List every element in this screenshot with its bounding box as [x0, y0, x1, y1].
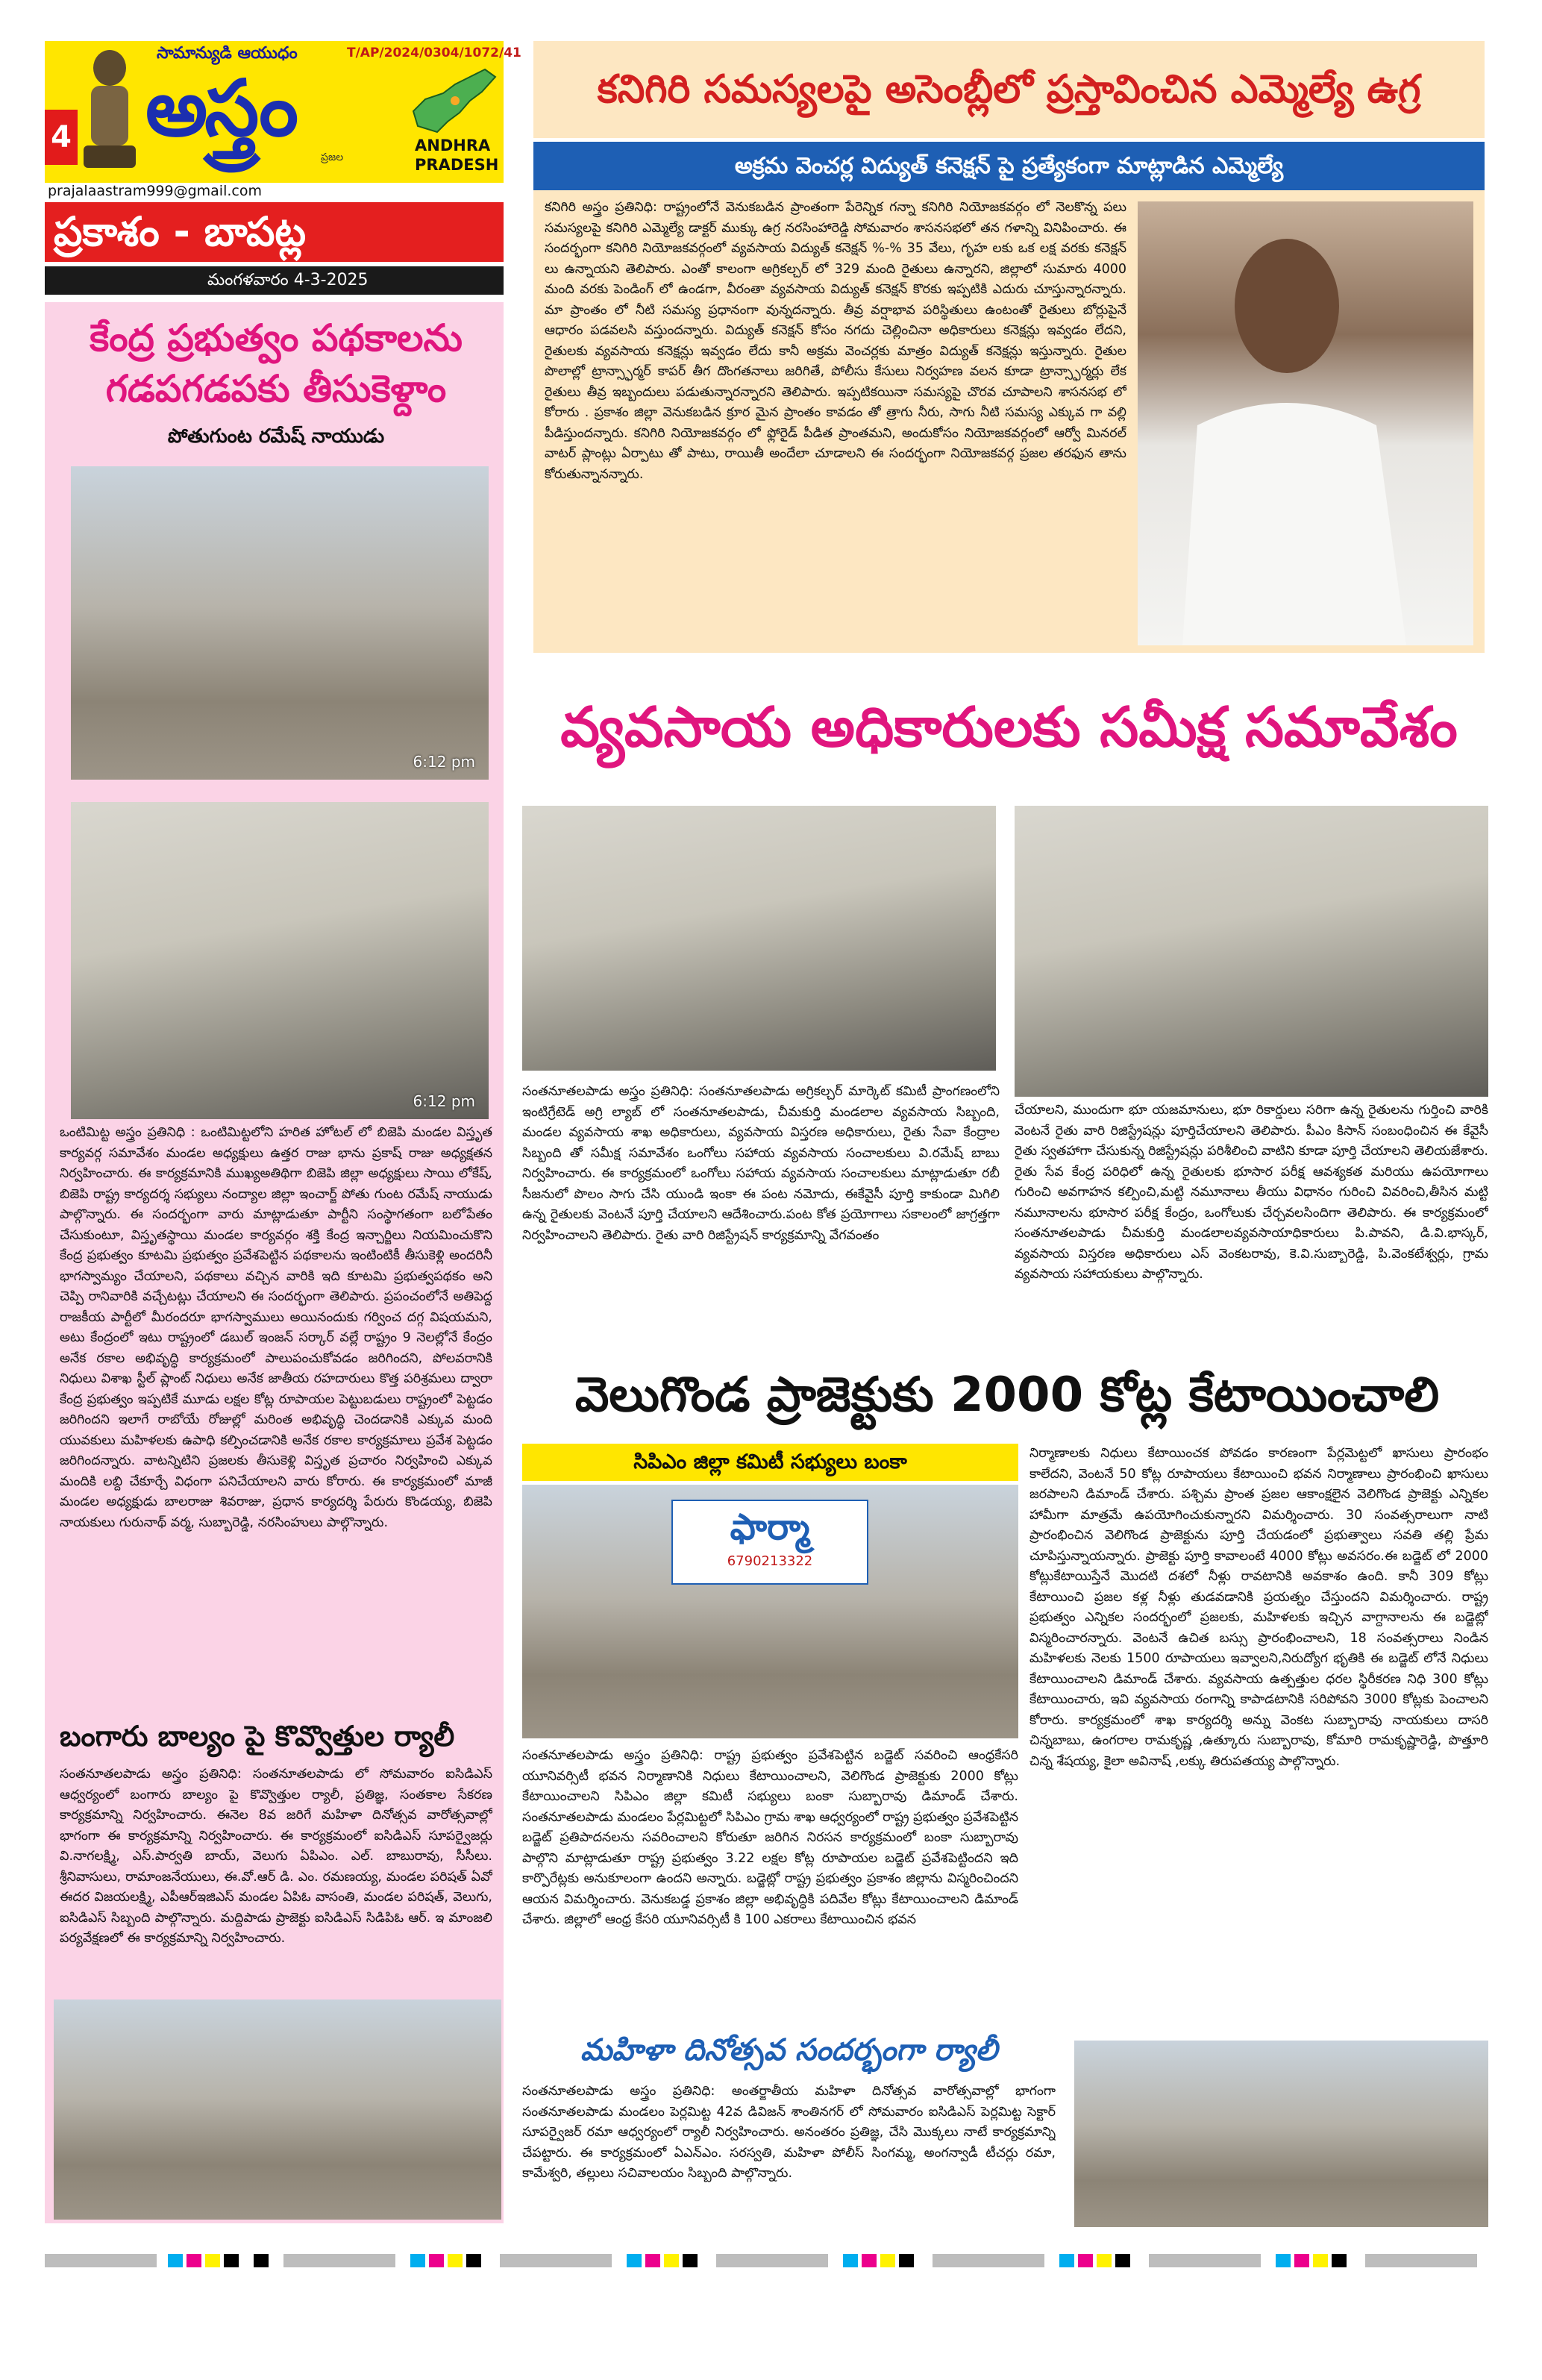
left-headline-2: గడపగడపకు తీసుకెళ్దాం — [105, 367, 447, 410]
review-meeting-photo-1 — [522, 806, 996, 1071]
left-headline-1: కేంద్ర ప్రభుత్వం పథకాలను — [90, 316, 463, 360]
left-story2-body: సంతనూతలపాడు అస్త్రం ప్రతినిధి: సంతనూతలపాడు లో సోమవారం ఐసిడిఎస్ ఆధ్వర్యంలో బంగారు బాల్యం పై కొవ్వొత్తుల ర్యాలీ, ప్రతిజ్ఞ, సంతకాల సేకరణ కార్యక్రమాన్ని నిర్వహించారు. ఈనెల 8వ జరిగే మహిళా దినోత్సవ వారోత్సవాల్లో భాగంగా ఈ కార్యక్రమాన్ని నిర్వహించారు. ఈ కార్యక్రమంలో ఐసిడిఎస్ సూపర్వైజర్లు వి.నాగలక్ష్మి, ఎస్.పార్వతి బాయ్, వెలుగు ఏపిఎం. ఎల్. బాబురావు, సీసీలు. శ్రీనివాసులు, రామాంజనేయులు, ఈ.వో.ఆర్ డి. ఎం. రమణయ్య, మండల పరిషత్ ఏవో ఈదర విజయలక్ష్మి, ఎపీఆర్ఇజిఎస్ మండల ఏపిఓ వాసంతి, మండల పరిషత్, వెలుగు, ఐసిడిఎస్ సిబ్బంది పాల్గొన్నారు. మద్దిపాడు ప్రాజెక్టు ఐసిడిఎస్ సిడిపిఓ ఆర్. ఇ మాంజలి పర్యవేక్షణలో ఈ కార్యక్రమాన్ని నిర్వహించారు. — [60, 1767, 492, 1946]
story3-tag: సిపిఎం జిల్లా కమిటీ సభ్యులు బంకా — [522, 1444, 1018, 1481]
issue-date: మంగళవారం 4-3-2025 — [207, 271, 369, 289]
story1-subhead: అక్రమ వెంచర్ల విద్యుత్ కనెక్షన్ పై ప్రత్యేకంగా మాట్లాడిన ఎమ్మెల్యే — [734, 153, 1284, 179]
story2-body-right: చేయాలని, ముందుగా భూ యజమానులు, భూ రికార్డులు సరిగా ఉన్న రైతులను గుర్తించి వారికి వెంటనే రైతు వారి రిజిస్ట్రేషన్లు పూర్తిచేయాలని తెలిపారు. పీఎం కిసాన్ సంబంధించిన ఈ కేవైసీ రైతు స్వతహాగా చేసుకున్న రిజిస్ట్రేషన్లు పరిశీలించి వాటిని కూడా పూర్తి చేయాలని తెలియజేశారు. రైతు సేవ కేంద్ర పరిధిలో ఉన్న రైతులకు భూసార పరీక్ష ఆవశ్యకత మరియు ఉపయోగాలు గురించి అవగాహన కల్పించి,మట్టి నమూనాలు తీయు విధానం గురించి వివరించి,తీసిన మట్టి నమూనాలను భూసార పరీక్ష కేంద్రం, ఒంగోలుకు చేర్చవలసిందిగా తెలిపారు. ఈ కార్యక్రమంలో సంతనూతలపాడు చీమకుర్తి మండలాలవ్యవసాయాధికారులు పి.పావని, డి.వి.భాస్కర్, వ్యవసాయ విస్తరణ అధికారులు ఎస్ వెంకటరావు, కె.వి.సుబ్బారెడ్డి, పి.వెంకటేశ్వర్లు, గ్రామ వ్యవసాయ సహాయకులు పాల్గొన్నారు. — [1015, 1103, 1488, 1282]
candle-rally-photo — [54, 1999, 501, 2220]
photo-timestamp-2: 6:12 pm — [413, 1092, 475, 1110]
logo-sub: ప్రజల — [321, 151, 344, 163]
left-story-body: ఒంటిమిట్ట అస్త్రం ప్రతినిధి : ఒంటిమిట్టలోని హరిత హోటల్ లో బిజెపి మండల విస్తృత కార్యవర్గ సమావేశం మండల అధ్యక్షులు ఉత్తర రాజు భాను ప్రకాష్ రాజు అధ్యక్షతన నిర్వహించారు. ఈ కార్యక్రమానికి ముఖ్యఅతిథిగా బిజెపి జిల్లా అధ్యక్షులు సాయి లోకేష్, బిజెపి రాష్ట్ర కార్యదర్శ సభ్యులు నంద్యాల జిల్లా ఇంచార్జ్ పోతు గుంట రమేష్ నాయుడు పాల్గొన్నారు. ఈ సందర్భంగా వారు మాట్లాడుతూ పార్టీని సంస్థాగతంగా బలోపేతం చేసుకుంటూ, విస్తృతస్థాయి మండల కార్యవర్గం శక్తి కేంద్ర ఇన్చార్జిలు నియమించుకొని కేంద్ర ప్రభుత్వం కూటమి ప్రభుత్వం ప్రవేశపెట్టిన పథకాలను ఇంటింటికీ తీసుకెళ్లి అందరినీ భాగస్వామ్యం చేయాలని, పథకాలు వచ్చిన వారికి ఇది కూటమి ప్రభుత్వపథకం అని చెప్పి రానివారికి వచ్చేటట్లు చేయాలని ఈ సందర్భంగా తెలిపారు. ప్రపంచంలోనే అతిపెద్ద రాజకీయ పార్టీలో మీరందరూ భాగస్వాములు అయినందుకు గర్వించ దగ్గ విషయమని, అటు కేంద్రంలో ఇటు రాష్ట్రంలో డబుల్ ఇంజన్ సర్కార్ వల్లే రాష్ట్రం 9 నెలల్లోనే కేంద్రం అనేక రకాల అభివృద్ధి కార్యక్రమంలో పాలుపంచుకోవడం జరిగిందని, పోలవరానికి నిధులు విశాఖ స్టీల్ ప్లాంట్ నిధులు అనేక జాతీయ రహదారులు కొత్త పరిశ్రమలు ద్వారా కేంద్ర ప్రభుత్వం ఇప్పటికే మూడు లక్షల కోట్ల రూపాయల పెట్టుబడులు రాష్ట్రంలో పెట్టడం జరిగిందని ఇలాగే రాబోయే రోజుల్లో మరింత అభివృద్ధి చెందడానికి ఎక్కువ మంది యువకులు మహిళలకు ఉపాధి కల్పించడానికి అనేక రకాల కార్యక్రమాలు ప్రవేశ పెట్టడం జరిగిందన్నారు. వాటన్నిటిని ప్రజలకు తీసుకెళ్లి విస్తృత ప్రచారం నిర్వహించి ఎక్కువ మందికి లబ్ది చేకూర్చే విధంగా పనిచేయాలని వారు కోరారు. ఈ కార్యక్రమంలో మాజీ మండల అధ్యక్షుడు బాలరాజు శివరాజు, ప్రధాన కార్యదర్శి పేరురు కొండయ్య, బిజెపి నాయకులు గురునాథ్ వర్మ, సుబ్బారెడ్డి, నరసింహులు పాల్గొన్నారు. — [60, 1125, 492, 1530]
story3-body-left: సంతనూతలపాడు అస్త్రం ప్రతినిధి: రాష్ట్ర ప్రభుత్వం ప్రవేశపెట్టిన బడ్జెట్ సవరించి ఆంధ్రకేసరి యూనివర్సిటీ భవన నిర్మాణానికి నిధులు కేటాయించాలని, వెలిగొండ ప్రాజెక్టుకు 2000 కోట్లు కేటాయించాలని సిపిఎం జిల్లా కమిటీ సభ్యులు బంకా సుబ్బారావు డిమాండ్ చేశారు. సంతనూతలపాడు మండలం పేర్లమిట్టలో సిపిఎం గ్రామ శాఖ ఆధ్వర్యంలో రాష్ట్ర ప్రభుత్వం ప్రవేశపెట్టిన బడ్జెట్ ప్రతిపాదనలను సవరించాలని కోరుతూ జరిగిన నిరసన కార్యక్రమంలో బంకా సుబ్బారావు పాల్గొని మాట్లాడుతూ రాష్ట్ర ప్రభుత్వం 3.22 లక్షల కోట్ల రూపాయల బడ్జెట్ ప్రవేశపెట్టిందని ఇది కార్పొరేట్లకు అనుకూలంగా ఉందని అన్నారు. బడ్జెట్లో రాష్ట్ర ప్రభుత్వం ప్రకాశం జిల్లాను విస్మరించిందని ఆయన విమర్శించారు. వెనుకబడ్డ ప్రకాశం జిల్లా అభివృద్ధికి పదివేల కోట్లు కేటాయించాలని డిమాండ్ చేశారు. జిల్లాలో ఆంధ్ర కేసరి యూనివర్సిటీ కి 100 ఎకరాలు కేటాయించిన భవన — [522, 1748, 1018, 1927]
masthead-logo: అస్త్రం — [145, 63, 295, 154]
story2-headline: వ్యవసాయ అధికారులకు సమీక్ష సమావేశం — [560, 695, 1458, 760]
andhra-map-icon — [410, 66, 498, 135]
story1-subhead-bar — [533, 142, 1485, 190]
womens-day-rally-photo — [1074, 2041, 1488, 2227]
story1-body: కనిగిరి అస్త్రం ప్రతినిధి: రాష్ట్రంలోనే వెనుకబడిన ప్రాంతంగా పేరెన్నిక గన్నా కనిగిరి నియోజకవర్గం లో నెలకొన్న పలు సమస్యలపై కనిగిరి ఎమ్మెల్యే డాక్టర్ ముక్కు ఉగ్ర నరసింహారెడ్డి సోమవారం శాసనసభలో తన గళాన్ని వినిపించారు. ఈ సందర్భంగా కనిగిరి నియోజకవర్గంలో వ్యవసాయ విద్యుత్ కనెక్షన్ %-% 35 వేలు, గృహ లకు ఒక లక్ష వరకు కనెక్షన్ లు ఉన్నాయని తెలిపారు. ఎంతో కాలంగా అగ్రికల్చర్ లో 329 మంది రైతులు ఉన్నారని, జిల్లాలో సుమారు 4000 మంది వరకు పెండింగ్ లో ఉండగా, వీరంతా వ్యవసాయ విద్యుత్ కనెక్షన్ కొరకు ఇప్పటికి ఎదురు చూస్తున్నారన్నారు. మా ప్రాంతం లో నీటి సమస్య ప్రధానంగా వున్నదన్నారు. తీవ్ర వర్షాభావ పరిస్థితులు ఉంటంతో రైతులు బోర్లుపైనే ఆధారం పడవలసి వస్తుందన్నారు. విద్యుత్ కనెక్షన్ కోసం నగదు చెల్లించినా అధికారులు కనెక్షన్లు ఇవ్వడం లేదని, రైతులకు వ్యవసాయ కనెక్షన్లు ఇవ్వడం లేదు కానీ అక్రమ వెంచర్లకు మాత్రం విద్యుత్ కనెక్షన్లు ఇస్తున్నారు. రైతుల పొలాల్లో ట్రాన్స్ఫార్మర్ కాపర్ తీగ దొంగతనాలు జరిగితే, పోలీసు కేసులు నిర్వహణ వలన కూడా ట్రాన్స్ఫార్మర్లు లేక రైతులు తీవ్ర ఇబ్బందులు పడుతున్నారన్నారని తెలిపారు. ఇప్పటికయినా సమస్యపై చొరవ చూపాలని శాసనసభ లో కోరారు . ప్రకాశం జిల్లా వెనుకబడిన క్రూర మైన ప్రాంతం కావడం తో త్రాగు నీరు, సాగు నీటి సమస్య ఎక్కువ గా వల్లి పీడిస్తుందన్నారు. కనిగిరి నియోజకవర్గం లో ఫ్లోరైడ్ పీడిత ప్రాంతమని, అందుకోసం నియోజకవర్గంలో ఆర్వో మినరల్ వాటర్ ప్లాంట్లు ఏర్పాటు తో పాటు, రాయితీ అందేలా చూడాలని ఈ సందర్భంగా నియోజకవర్గ ప్రజల తరఫున తాను కోరుతున్నానన్నారు. — [545, 200, 1126, 482]
state-line1: ANDHRA — [415, 137, 491, 154]
mla-speaking-photo — [1138, 201, 1473, 645]
date-bar — [45, 266, 504, 295]
tagline: సామాన్యుడి ఆయుధం — [157, 44, 298, 63]
page-number: 4 — [45, 110, 78, 165]
masthead-email[interactable]: prajalaastram999@gmail.com — [48, 183, 262, 199]
edition-banner — [45, 202, 504, 262]
story4-headline: మహిళా దినోత్సవ సందర్భంగా ర్యాలీ — [580, 2033, 998, 2067]
story1-headline-box — [533, 41, 1485, 138]
cpm-protest-photo — [522, 1485, 1018, 1738]
edition-title: ప్రకాశం - బాపట్ల — [54, 208, 307, 255]
shop-banner-text: ఫార్మా — [730, 1506, 810, 1548]
story4-body: సంతనూతలపాడు అస్త్రం ప్రతినిధి: అంతర్జాతీయ మహిళా దినోత్సవ వారోత్సవాల్లో భాగంగా సంతనూతలపాడు మండలం పెర్లమిట్ట 42వ డివిజన్ శాంతినగర్ లో సోమవారం ఐసిడిఎస్ పెర్లమిట్ట సెక్టార్ సూపర్వైజర్ రమా ఆధ్వర్యంలో ర్యాలీ నిర్వహించారు. అనంతరం ప్రతిజ్ఞ, చేసి మొక్కలు నాటే కార్యక్రమాన్ని చేపట్టారు. ఈ కార్యక్రమంలో ఏఎన్ఎం. సరస్వతి, మహిళా పోలీస్ సింగమ్మ, అంగన్వాడీ టీచర్లు రమా, కామేశ్వరి, తల్లులు సచివాలయం సిబ్బంది పాల్గొన్నారు. — [522, 2084, 1056, 2181]
left-byline: పోతుగుంట రమేష్ నాయుడు — [167, 425, 385, 448]
bjp-meeting-photo-1 — [71, 466, 489, 780]
registration-strip — [45, 2249, 1485, 2272]
bjp-meeting-photo-2 — [71, 802, 489, 1119]
story3-headline: వెలుగొండ ప్రాజెక్టుకు 2000 కోట్ల కేటాయించాలి — [574, 1368, 1440, 1423]
goddess-emblem-icon — [81, 46, 139, 172]
review-meeting-photo-2 — [1015, 806, 1488, 1097]
mla-figure-icon — [1138, 201, 1473, 645]
left-story2-headline: బంగారు బాల్యం పై కొవ్వొత్తుల ర్యాలీ — [60, 1720, 455, 1753]
masthead — [45, 41, 521, 295]
story1-headline: కనిగిరి సమస్యలపై అసెంబ్లీలో ప్రస్తావించిన ఎమ్మెల్యే ఉగ్ర — [597, 67, 1421, 112]
story2-body-left: సంతనూతలపాడు అస్త్రం ప్రతినిధి: సంతనూతలపాడు అగ్రికల్చర్ మార్కెట్ కమిటీ ప్రాంగణంలోని ఇంటిగ్రేటెడ్ అగ్రి ల్యాబ్ లో సంతనూతలపాడు, చీమకుర్తి మండలాల వ్యవసాయ సిబ్బంది, మండల వ్యవసాయ శాఖ అధికారులు, వ్యవసాయ విస్తరణ అధికారులు, రైతు సేవా కేంద్రాల సిబ్బంది తో సమీక్ష సమావేశం ఒంగోలు సహాయ వ్యవసాయ సంచాలకులు వి.రమేష్ బాబు నిర్వహించారు. ఈ కార్యక్రమంలో ఒంగోలు సహాయ వ్యవసాయ సంచాలకులు మాట్లాడుతూ రబీ సీజనులో పొలం సాగు చేసి యుండి ఇంకా ఈ పంట నమోదు, ఈకేవైసీ పూర్తి కాకుండా మిగిలి ఉన్న రైతులకు వెంటనే పూర్తి చేయాలని ఆదేశించారు.పంట కోత ప్రయోగాలు సకాలంలో జాగ్రత్తగా నిర్వహించాలని తెలిపారు. రైతు వారి రిజిస్ట్రేషన్ కార్యక్రమాన్ని వేగవంతం — [522, 1084, 1000, 1243]
reg-number: T/AP/2024/0304/1072/41 — [347, 46, 521, 60]
state-line2: PRADESH — [415, 156, 499, 174]
story3-body-right: నిర్మాణాలకు నిధులు కేటాయించక పోవడం కారణంగా పేర్లమెట్టలో ఖాసులు ప్రారంభం కాలేదని, వెంటనే 50 కోట్ల రూపాయలు కేటాయించి భవన నిర్మాణాలు ప్రారంభించి ఖాసులు జరపాలని డిమాండ్ చేశారు. పశ్చిమ ప్రాంత ప్రజల ఆకాంక్షలైన వెలిగొండ ప్రాజెక్టు ఎన్నికల హామీగా మాత్రమే ఉపయోగించుకున్నారని విమర్శించారు. 30 సంవత్సరాలుగా నాటి ప్రారంభించిన వెలిగొండ ప్రాజెక్టును పూర్తి చేయడంలో ప్రభుత్వాలు సవతి తల్లి ప్రేమ చూపిస్తున్నాయన్నారు. ప్రాజెక్టు పూర్తి కావాలంటే 4000 కోట్లు అవసరం.ఈ బడ్జెట్ లో 2000 కోట్లుకేటాయిస్తేనే మొదటి దశలో నీళ్లు రావటానికి అవకాశం ఉంది. కానీ 309 కోట్లు కేటాయించి ప్రజల కళ్ల నీళ్లు తుడవడానికి ప్రయత్నం చేస్తుందని విమర్శించారు. రాష్ట్ర ప్రభుత్వం ఎన్నికల సందర్భంలో ప్రజలకు, మహిళలకు ఇచ్చిన వాగ్దానాలను ఈ బడ్జెట్లో విస్మరించారన్నారు. వెంటనే ఉచిత బస్సు ప్రారంభించాలని, 18 సంవత్సరాలు నిండిన మహిళలకు నెలకు 1500 రూపాయలు ఇవ్వాలని,నిరుద్యోగ భృతికి ఈ బడ్జెట్ లోనే నిధులు కేటాయించాలని డిమాండ్ చేశారు. వ్యవసాయ ఉత్పత్తుల ధరల స్థిరీకరణ నిధి 300 కోట్లు కేటాయించారు, ఇవి వ్యవసాయ రంగాన్ని కాపాడటానికి సరిపోవని 3000 కోట్లకు పెంచాలని కోరారు. కార్యక్రమంలో శాఖ కార్యదర్శి అన్ను వెంకట సుబ్బారావు నాయకులు దాసరి చిన్నబాబు, ఉంగరాల రామకృష్ణ ,ఉత్కూరు సుబ్బారావు, కోమారి రామకృష్ణారెడ్డి, పొత్తూరి చిన్న శేషయ్య, కైలా అవినాష్ ,లక్కు తిరుపతయ్య పాల్గొన్నారు. — [1029, 1446, 1488, 1769]
photo-timestamp-1: 6:12 pm — [413, 753, 475, 771]
shop-banner — [671, 1500, 868, 1585]
shop-banner-phone: 6790213322 — [727, 1553, 813, 1569]
